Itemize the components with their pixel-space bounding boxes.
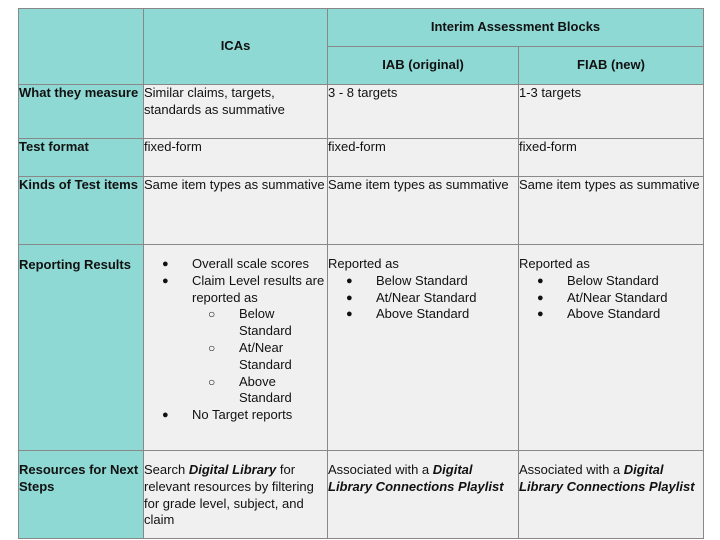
cell-ica-resources [144,451,328,539]
digital-library-text: Digital Library [188,462,277,477]
ica-reporting-list [144,256,327,424]
header-icas [144,9,328,85]
list-item-text: At/Near Standard [567,289,668,305]
cell-fiab-format [519,139,704,177]
icas-label: ICAs [220,38,251,54]
row-label-measure [19,85,144,139]
cell-iab-format [328,139,519,177]
circle-bullet-icon: ○ [208,307,216,322]
table-row [19,177,704,245]
cell-iab-measure [328,85,519,139]
row-label-text: Resources for Next Steps [19,462,139,494]
table-row [19,245,704,451]
comparison-table [18,8,704,539]
cell-iab-resources [328,451,519,539]
list-item [162,407,327,424]
row-label-items [19,177,144,245]
bullet-icon: ● [162,409,169,422]
list-item-text: Overall scale scores [192,256,310,271]
ica-sublist [208,306,327,407]
row-label-text: Reporting Results [19,257,131,272]
fiab-new-label: FIAB (new) [577,57,645,73]
interim-blocks-label: Interim Assessment Blocks [430,19,601,35]
header-corner [19,9,144,85]
list-item-text: At/Near Standard [376,289,477,305]
circle-bullet-icon: ○ [208,374,216,389]
cell-iab-reporting [328,245,519,451]
bullet-icon: ● [346,308,353,321]
bullet-icon: ● [162,258,169,270]
list-item-text: Above Standard [376,306,470,322]
list-item [162,256,327,273]
bullet-icon: ● [346,274,353,287]
cell-text: Associated with a [328,462,433,477]
list-item-text: Below Standard [239,306,292,339]
header-fiab-new [519,47,704,85]
list-item-text: Below Standard [567,272,659,288]
cell-text: 3 - 8 targets [328,85,398,100]
list-item-text: No Target reports [192,407,293,423]
iab-original-label: IAB (original) [382,57,464,73]
cell-fiab-measure [519,85,704,139]
list-item [346,290,518,307]
header-interim-blocks [328,9,704,47]
cell-text: 1-3 targets [519,85,582,100]
list-item-text: Above Standard [567,306,661,322]
list-item [537,290,703,307]
list-item [346,306,518,323]
playlist-text: Digital Library Connections Playlist [328,462,504,494]
list-item [537,306,703,323]
row-label-resources [19,451,144,539]
list-item-text: At/Near Standard [239,339,292,372]
table-row [19,139,704,177]
playlist-text: Digital Library Connections Playlist [519,462,695,494]
bullet-icon: ● [537,308,544,321]
cell-text: fixed-form [519,139,577,154]
list-item-text: Above Standard [239,373,292,406]
row-label-text: What they measure [19,85,139,100]
cell-text: for relevant resources by filtering for grade level, subject, and claim [144,462,314,528]
bullet-icon: ● [537,274,544,287]
table-row [19,85,704,139]
bullet-icon: ● [346,291,353,304]
cell-ica-measure [144,85,328,139]
reported-as-text: Reported as [519,256,590,271]
cell-fiab-items [519,177,704,245]
sub-list-item [208,306,327,340]
row-label-text: Kinds of Test items [19,177,138,192]
list-item [162,273,327,407]
cell-ica-format [144,139,328,177]
circle-bullet-icon: ○ [208,340,216,355]
sub-list-item [208,340,327,374]
row-label-format [19,139,144,177]
cell-text: Search [144,462,189,477]
list-item-text: Below Standard [376,272,468,288]
list-item-text: Claim Level results are reported as [192,272,325,305]
cell-iab-items [328,177,519,245]
iab-reporting-list [328,273,518,323]
bullet-icon: ● [162,274,169,287]
header-iab-original [328,47,519,85]
cell-text: Same item types as summative [519,177,700,192]
cell-text: fixed-form [328,139,386,154]
row-label-text: Test format [19,139,89,154]
fiab-reporting-list [519,273,703,323]
cell-ica-items [144,177,328,245]
reported-as-text: Reported as [328,256,399,271]
cell-text: Same item types as summative [328,177,509,192]
cell-text: Same item types as summative [144,177,325,192]
cell-fiab-resources [519,451,704,539]
cell-text: Similar claims, targets, standards as summative [144,85,285,117]
list-item [537,273,703,290]
sub-list-item [208,374,327,408]
cell-ica-reporting [144,245,328,451]
cell-text: fixed-form [144,139,202,154]
bullet-icon: ● [537,291,544,304]
row-label-reporting [19,245,144,451]
cell-fiab-reporting [519,245,704,451]
cell-text: Associated with a [519,462,624,477]
table-row [19,451,704,539]
list-item [346,273,518,290]
